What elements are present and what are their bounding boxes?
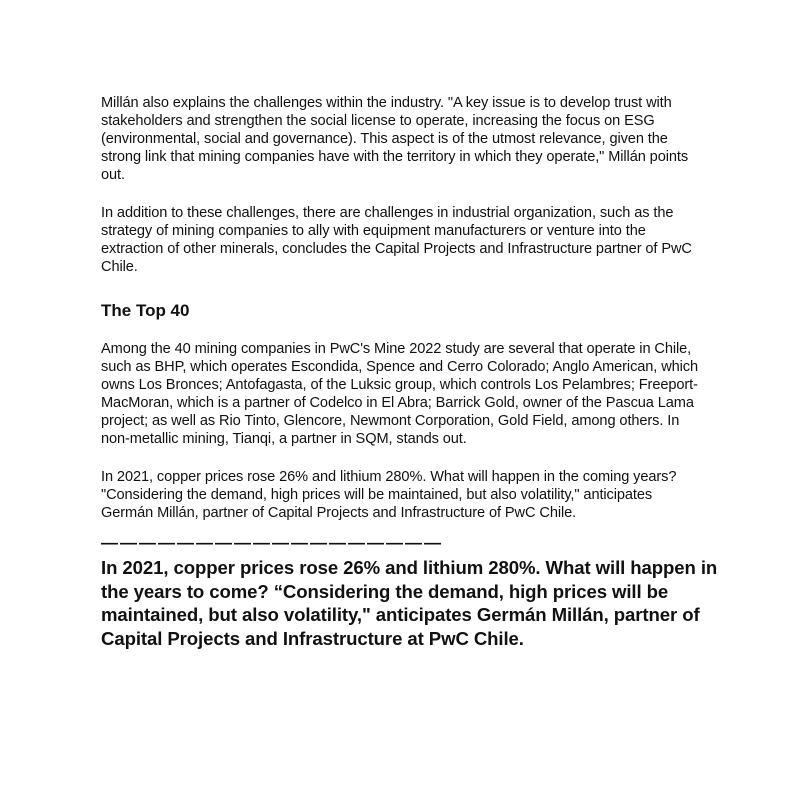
article-paragraph: Among the 40 mining companies in PwC's Mine 2022 study are several that operate in Chile, such as BHP, which operates Escondida, Spence and Cerro Colorado; Anglo American, which owns Los Bronces; Antofagasta, of the Luksic group, which controls Los Pelambres; Freeport-MacMoran, which is a partner of Codelco in El Abra; Barrick Gold, owner of the Pascua Lama project; as well as Rio Tinto, Glencore, Newmont Corporation, Gold Field, among others. In non-metallic mining, Tianqi, a partner in SQM, stands out.	[101, 341, 699, 447]
dash-divider: ——————————————————	[101, 533, 443, 552]
section-heading: The Top 40	[101, 301, 190, 320]
article-paragraph: In addition to these challenges, there are challenges in industrial organization, such as the strategy of mining companies to ally with equipment manufacturers or venture into the extraction of other minerals, concludes the Capital Projects and Infrastructure partner of PwC Chile.	[101, 205, 692, 275]
article-paragraph: Millán also explains the challenges within the industry. "A key issue is to develop trust with stakeholders and strengthen the social license to operate, increasing the focus on ESG (environmental, social and governance). This aspect is of the utmost relevance, given the strong link that mining companies have with the territory in which they operate," Millán points out.	[101, 95, 689, 183]
pull-quote: In 2021, copper prices rose 26% and lithium 280%. What will happen in the years to come? “Considering the demand, high prices will be maintained, but also volatility," anticipates Germán Millán, partner of Capital Projects and Infrastructure at PwC Chile.	[101, 557, 718, 649]
article-paragraph: In 2021, copper prices rose 26% and lithium 280%. What will happen in the coming years? "Considering the demand, high prices will be maintained, but also volatility," anticipates Germán Millán, partner of Capital Projects and Infrastructure of PwC Chile.	[101, 469, 677, 521]
article-body	[101, 94, 718, 650]
